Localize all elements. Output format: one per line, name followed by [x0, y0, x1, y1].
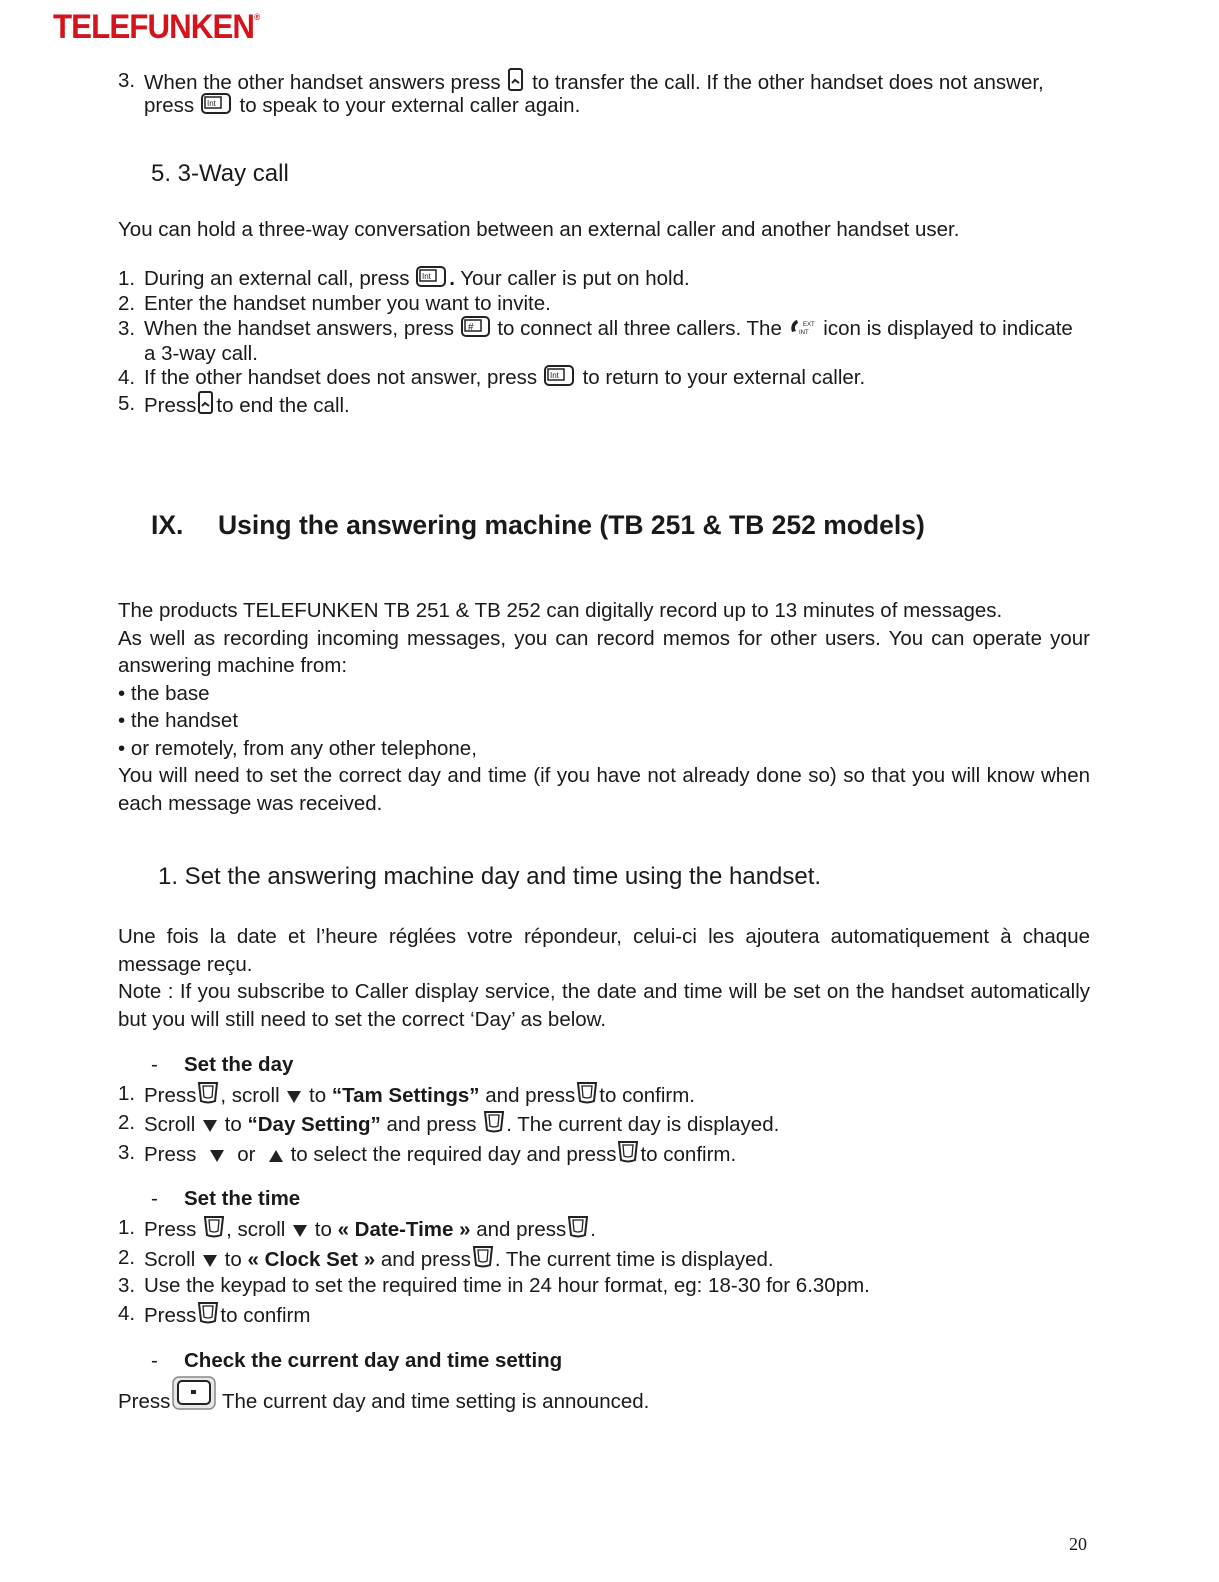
- int-key-icon: [543, 365, 577, 387]
- clock-key-icon: [172, 1376, 216, 1415]
- menu-key-icon: [482, 1110, 506, 1134]
- page-number: 20: [1069, 1534, 1087, 1554]
- up-arrow-icon: [267, 1148, 285, 1164]
- dash: -: [151, 1187, 158, 1210]
- threeway-step-1: During an external call, press Int . Your caller is put on hold.: [144, 267, 690, 290]
- transfer-step-3: [118, 68, 135, 94]
- conference-call-icon: [788, 318, 818, 338]
- step-number: 1.: [118, 267, 136, 290]
- menu-key-icon: [196, 1301, 220, 1325]
- section-heading-set-time: 1. Set the answering machine day and time using the handset.: [158, 863, 822, 890]
- chapter-numeral: IX.: [151, 510, 184, 540]
- menu-key-icon: [575, 1081, 599, 1105]
- threeway-step-3: When the handset answers, press # to connect all three callers. The EXT INT icon is displayed to indicate: [144, 317, 1073, 340]
- int-key-icon: [415, 266, 449, 288]
- subheading-set-time: Set the time: [184, 1187, 301, 1210]
- down-arrow-icon: [208, 1148, 226, 1164]
- paragraph: The products TELEFUNKEN TB 251 & TB 252 can digitally record up to 13 minutes of messages.: [118, 599, 1003, 622]
- step-number: 3.: [118, 1141, 136, 1164]
- paragraph: Note : If you subscribe to Caller display service, the date and time will be set on the handset automatically but you will still need to set the correct ‘Day’ as below.: [118, 980, 1090, 1031]
- int-key-icon: [200, 93, 234, 115]
- set-time-step-2: Scroll to « Clock Set » and press . The current time is displayed.: [144, 1245, 774, 1273]
- step-number: 5.: [118, 392, 136, 415]
- menu-key-icon: [196, 1081, 220, 1105]
- threeway-step-5: Press to end the call.: [144, 391, 350, 419]
- step-number: 4.: [118, 1302, 136, 1325]
- svg-text:Int: Int: [206, 99, 216, 108]
- step-number: 3.: [118, 1274, 136, 1297]
- menu-key-icon: [566, 1215, 590, 1239]
- menu-key-icon: [202, 1215, 226, 1239]
- set-day-step-2: Scroll to “Day Setting” and press . The current day is displayed.: [144, 1110, 779, 1138]
- step-number: 2.: [118, 1246, 136, 1269]
- check-step: Press: [118, 1390, 171, 1413]
- down-arrow-icon: [291, 1223, 309, 1239]
- section-intro: You can hold a three-way conversation between an external caller and another handset user.: [118, 218, 960, 241]
- step-number: 3.: [118, 69, 136, 92]
- telefunken-logo: [53, 8, 259, 47]
- set-day-step-3: Press or to select the required day and press to confirm.: [144, 1140, 736, 1168]
- set-time-step-4: Press to confirm: [144, 1301, 310, 1329]
- hang-up-icon: [196, 391, 216, 415]
- dash: -: [151, 1349, 158, 1372]
- step-number: 2.: [118, 292, 136, 315]
- step-number: 1.: [118, 1216, 136, 1239]
- bullet-item: • or remotely, from any other telephone,: [118, 736, 477, 760]
- transfer-line-2: press Int to speak to your external caller again.: [144, 94, 581, 117]
- hang-up-icon: [506, 68, 526, 92]
- set-time-step-1: Press , scroll to « Date-Time » and press .: [144, 1215, 596, 1243]
- subheading-set-day: Set the day: [184, 1053, 294, 1076]
- section-heading-3way: 5. 3-Way call: [151, 160, 289, 187]
- svg-text:#: #: [467, 322, 474, 333]
- chapter-intro: [118, 597, 1090, 817]
- step-number: 1.: [118, 1082, 136, 1105]
- check-step-text: The current day and time setting is announced.: [222, 1390, 650, 1413]
- dash: -: [151, 1053, 158, 1076]
- step-number: 2.: [118, 1111, 136, 1134]
- brand-name: TELEFUNKEN: [53, 8, 255, 46]
- down-arrow-icon: [285, 1089, 303, 1105]
- subheading-check-time: Check the current day and time setting: [184, 1349, 563, 1372]
- step-number: 4.: [118, 366, 136, 389]
- set-day-step-1: Press , scroll to “Tam Settings” and press to confirm.: [144, 1081, 695, 1109]
- set-time-intro: [118, 923, 1090, 1033]
- menu-key-icon: [471, 1245, 495, 1269]
- chapter-title: Using the answering machine (TB 251 & TB 252 models): [218, 510, 925, 540]
- paragraph: As well as recording incoming messages, you can record memos for other users. You can operate your answering machine from:: [118, 626, 1090, 677]
- bullet-item: • the handset: [118, 709, 239, 732]
- registered-mark: ®: [254, 12, 260, 22]
- step-number: 3.: [118, 317, 136, 340]
- svg-text:INT: INT: [798, 330, 809, 336]
- threeway-step-2: Enter the handset number you want to invite.: [144, 292, 551, 315]
- paragraph: You will need to set the correct day and time (if you have not already done so) so that you will know when each message was received.: [118, 764, 1090, 815]
- menu-key-icon: [616, 1140, 640, 1164]
- svg-text:Int: Int: [422, 272, 432, 281]
- transfer-line-1: When the other handset answers press to transfer the call. If the other handset does not answer,: [144, 68, 1044, 96]
- svg-text:EXT: EXT: [802, 322, 815, 328]
- paragraph: Une fois la date et l’heure réglées votre répondeur, celui-ci les ajoutera automatiquement à chaque message reçu.: [118, 925, 1090, 976]
- hash-key-icon: [460, 316, 492, 338]
- down-arrow-icon: [201, 1118, 219, 1134]
- threeway-step-3-cont: a 3-way call.: [144, 342, 258, 365]
- down-arrow-icon: [201, 1253, 219, 1269]
- bullet-item: • the base: [118, 681, 210, 705]
- set-time-step-3: Use the keypad to set the required time in 24 hour format, eg: 18-30 for 6.30pm.: [144, 1274, 870, 1297]
- svg-text:Int: Int: [549, 371, 559, 380]
- threeway-step-4: If the other handset does not answer, press Int to return to your external caller.: [144, 366, 866, 389]
